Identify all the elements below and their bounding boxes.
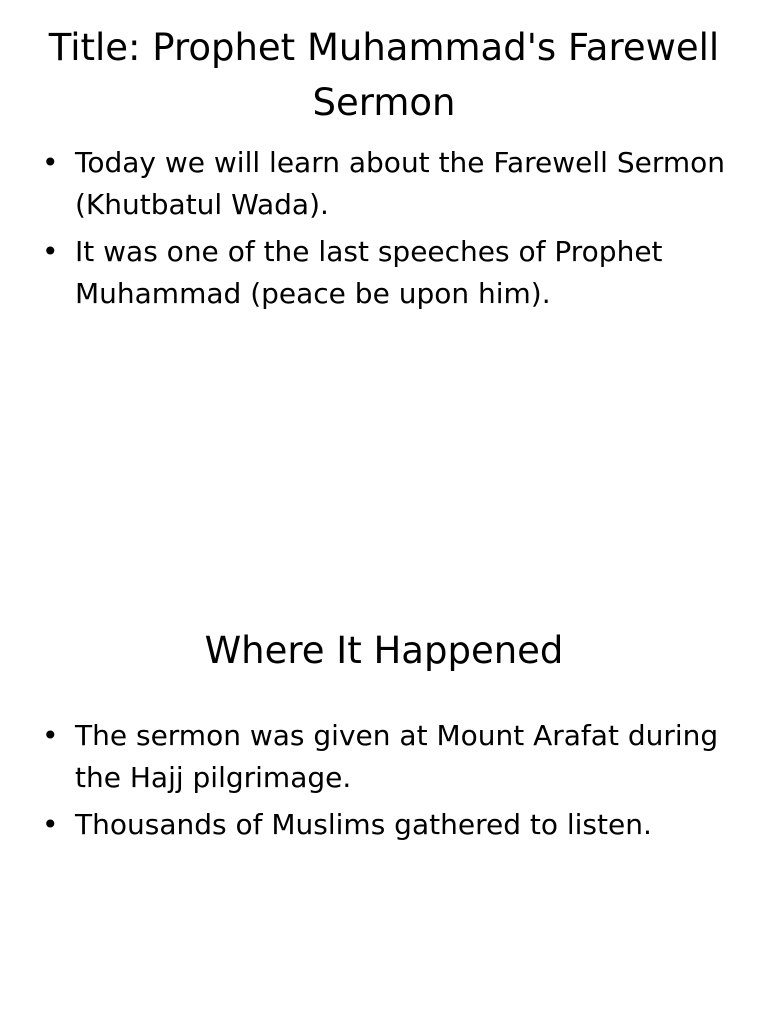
bullet-list (40, 715, 730, 851)
bullet-item (40, 715, 730, 799)
bullet-text: The sermon was given at Mount Arafat during the Hajj pilgrimage. (75, 719, 719, 794)
slide-title: Title: Prophet Muhammad's Farewell Sermon (48, 26, 720, 124)
bullet-item (40, 804, 730, 846)
bullet-point-icon: • (42, 719, 59, 752)
slide-title: Where It Happened (204, 629, 564, 672)
bullet-point-icon: • (42, 146, 59, 179)
bullet-list (40, 142, 730, 320)
bullet-point-icon: • (42, 235, 59, 268)
slide-2 (0, 512, 768, 1024)
bullet-item (40, 231, 730, 315)
bullet-text: It was one of the last speeches of Prophet Muhammad (peace be upon him). (75, 235, 663, 310)
bullet-item (40, 142, 730, 226)
bullet-point-icon: • (42, 808, 59, 841)
bullet-text: Thousands of Muslims gathered to listen. (75, 808, 652, 841)
bullet-text: Today we will learn about the Farewell Sermon (Khutbatul Wada). (75, 146, 725, 221)
